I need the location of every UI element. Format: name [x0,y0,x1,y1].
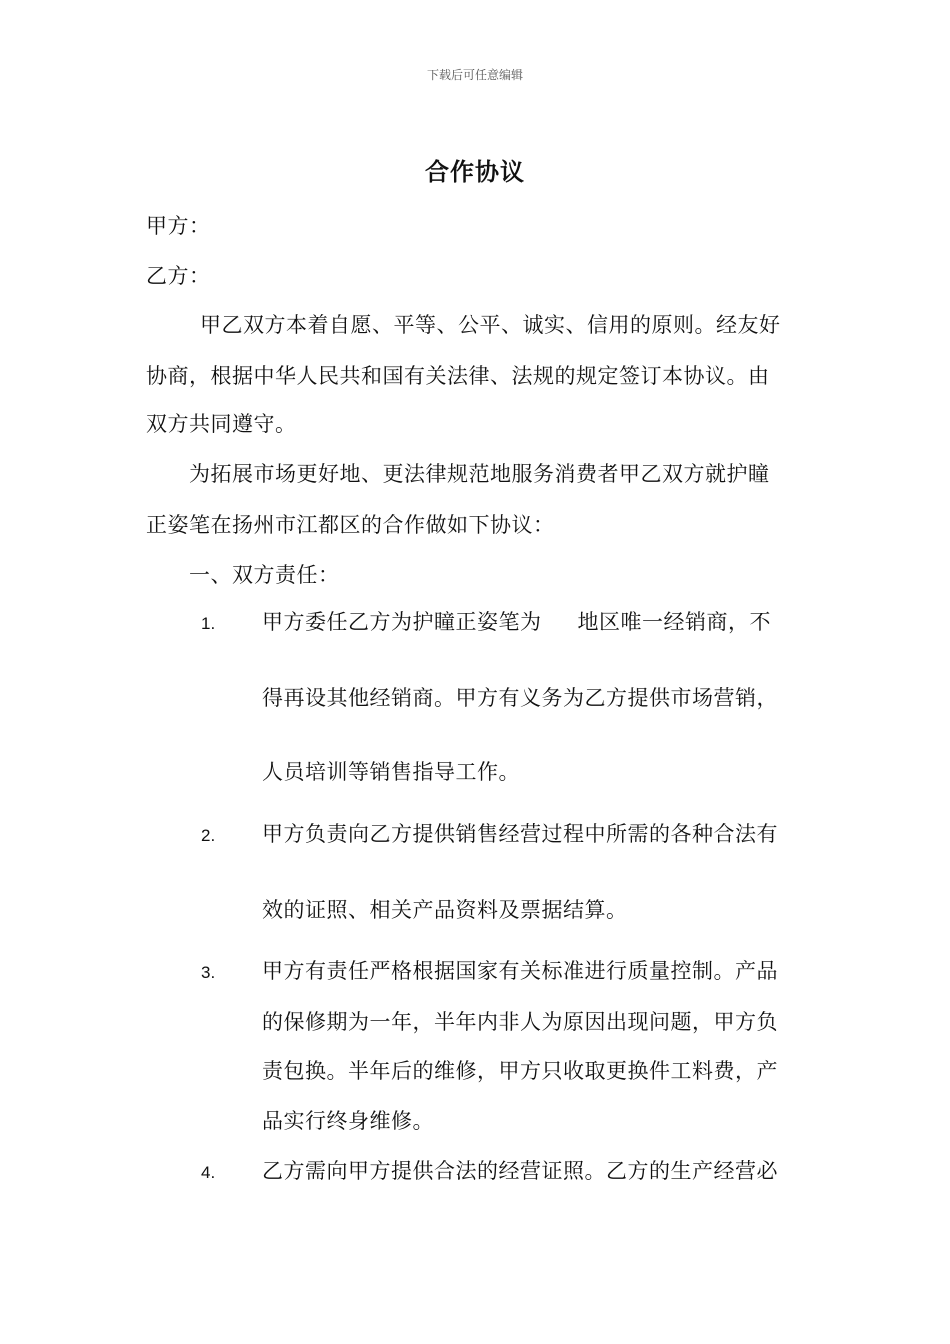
party-a-label: 甲方： [146,214,211,238]
page-header-note: 下载后可任意编辑 [426,68,523,82]
clause-3-line-4: 品实行终身维修。 [262,1109,434,1133]
clause-1-line-1-part-b: 地区唯一经销商，不 [577,610,771,634]
party-b-label: 乙方： [146,264,211,288]
purpose-line-1: 为拓展市场更好地、更法律规范地服务消费者甲乙双方就护瞳 [189,462,770,486]
clause-1-line-2: 得再设其他经销商。甲方有义务为乙方提供市场营销， [262,686,778,710]
section-1-heading: 一、双方责任： [189,563,340,587]
document-title: 合作协议 [425,157,525,186]
purpose-line-2: 正姿笔在扬州市江都区的合作做如下协议： [146,513,555,537]
clause-2-line-2: 效的证照、相关产品资料及票据结算。 [262,898,628,922]
clause-3-line-1: 甲方有责任严格根据国家有关标准进行质量控制。产品 [262,959,778,983]
clause-2-line-1: 甲方负责向乙方提供销售经营过程中所需的各种合法有 [262,822,778,846]
clause-3-line-2: 的保修期为一年，半年内非人为原因出现问题，甲方负 [262,1010,778,1034]
intro-line-2: 协商，根据中华人民共和国有关法律、法规的规定签订本协议。由 [146,364,770,388]
clause-1-line-1 [262,608,771,636]
clause-2-number: 2. [201,826,216,845]
clause-3-line-3: 责包换。半年后的维修，甲方只收取更换件工料费，产 [262,1059,778,1083]
clause-4-line-1: 乙方需向甲方提供合法的经营证照。乙方的生产经营必 [262,1159,778,1183]
clause-1-number: 1. [201,614,216,633]
clause-1-line-1-part-a: 甲方委任乙方为护瞳正姿笔为 [262,610,542,634]
clause-3-number: 3. [201,963,216,982]
intro-line-1: 甲乙双方本着自愿、平等、公平、诚实、信用的原则。经友好 [200,313,781,337]
clause-4-number: 4. [201,1163,216,1182]
clause-1-line-3: 人员培训等销售指导工作。 [262,760,520,784]
intro-line-3: 双方共同遵守。 [146,412,297,436]
